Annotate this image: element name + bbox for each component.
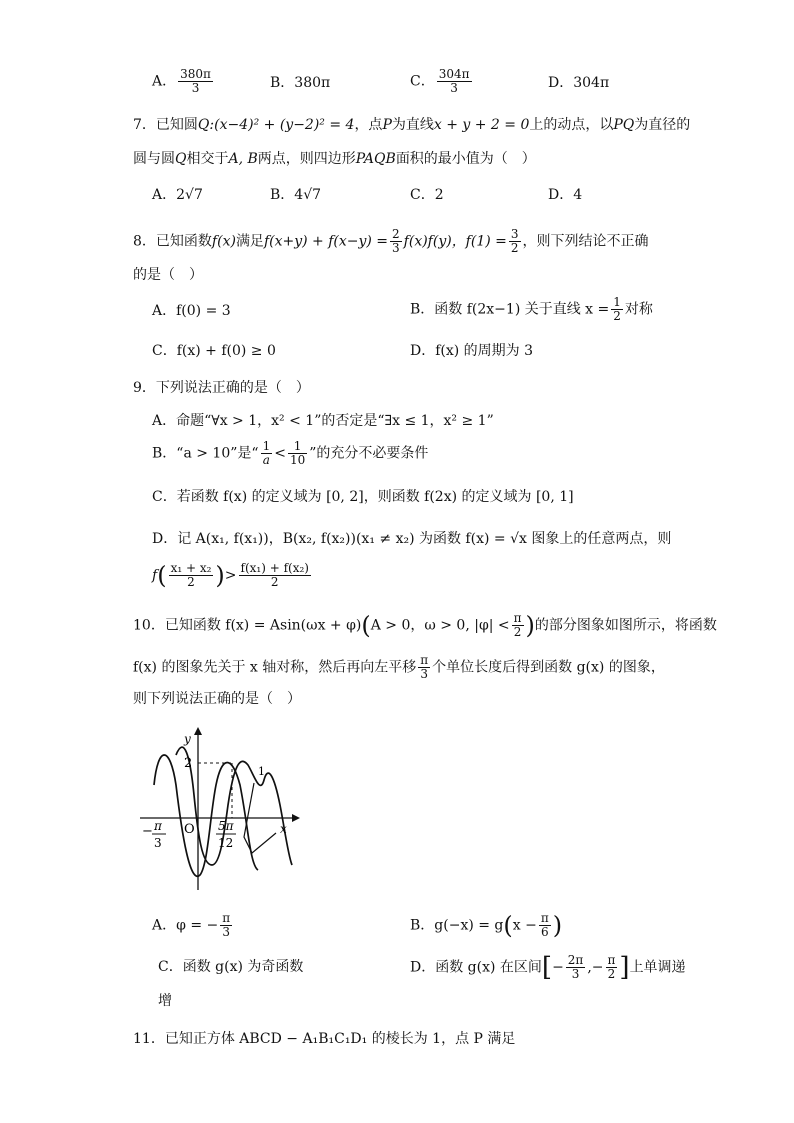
- q7-option-d: D．4: [548, 187, 583, 203]
- q9-fraction-midpoint: [169, 562, 214, 589]
- denominator: 3: [222, 925, 231, 939]
- q8-function: f(x): [211, 233, 236, 250]
- denominator: 3: [420, 667, 429, 681]
- q9-option-b: [152, 440, 428, 467]
- q10-stem-line3: 则下列说法正确的是（ ）: [133, 691, 301, 707]
- numerator: π: [513, 611, 522, 625]
- q6-option-a: [152, 68, 215, 95]
- q7-point-p: P: [382, 117, 392, 133]
- q10-option-d-fraction-1: [566, 954, 586, 981]
- q9-option-d-line1: D．记 A(x₁, f(x₁))，B(x₂, f(x₂))(x₁ ≠ x₂) 为函数 f(x) = √x 图象上的任意两点，则: [152, 531, 672, 547]
- q11-stem: 11．已知正方体 ABCD − A₁B₁C₁D₁ 的棱长为 1，点 P 满足: [133, 1031, 516, 1047]
- q8-text: 满足: [235, 233, 264, 250]
- q8-text: ，则下列结论不正确: [522, 233, 649, 250]
- numerator: 1: [288, 440, 307, 454]
- q10-fraction-pi-over-3: [418, 654, 430, 681]
- q10-text: f(x) 的图象先关于 x 轴对称，然后再向左平移: [133, 659, 417, 676]
- q8-equation-right: f(x)f(y)，f(1) =: [403, 233, 507, 250]
- q10-fraction-pi-over-2: [512, 612, 524, 639]
- q10-option-c: C．函数 g(x) 为奇函数: [158, 959, 304, 975]
- q7-text: 为直径的: [634, 117, 691, 133]
- q9-greater-than: >: [224, 567, 237, 584]
- q8-option-a: A．f(0) = 3: [152, 303, 231, 319]
- numerator: 1: [262, 439, 271, 453]
- q6-option-b-text: 380π: [294, 75, 331, 91]
- q8-fraction-three-halves: [509, 228, 521, 255]
- q8-stem-line2: 的是（ ）: [133, 267, 203, 283]
- q9-option-d-line2: [152, 562, 313, 589]
- q9-fraction-average: [239, 562, 311, 589]
- q10-stem-line2: [133, 654, 665, 681]
- numerator: 2: [392, 227, 400, 241]
- q8-stem-line1: [133, 228, 649, 255]
- q9-f: f: [152, 567, 158, 584]
- left-paren-icon: (: [361, 611, 371, 640]
- q6-option-d: [548, 72, 609, 94]
- q6-option-c: [410, 68, 474, 95]
- q8-option-c: C．f(x) + f(0) ≥ 0: [152, 343, 276, 359]
- q7-option-a: A．2√7: [152, 187, 203, 203]
- q7-text: ，点: [354, 117, 383, 133]
- x-axis-label: x: [280, 822, 287, 836]
- transformed-curve: [176, 747, 292, 865]
- q7-line-equation: x + y + 2 = 0: [433, 117, 530, 133]
- numerator: 3: [510, 227, 519, 241]
- denominator: 2: [187, 575, 195, 589]
- numerator: f(x₁) + f(x₂): [240, 561, 309, 575]
- numerator: π: [607, 953, 616, 967]
- right-bracket-icon: ]: [619, 952, 630, 983]
- denominator: 2: [607, 967, 616, 981]
- denominator: 2: [513, 625, 522, 639]
- q7-option-b: B．4√7: [270, 187, 322, 203]
- denominator: 6: [540, 925, 549, 939]
- denominator: 3: [392, 241, 400, 255]
- comma-minus: ,−: [587, 959, 604, 976]
- q9-option-b-suffix: ”的充分不必要条件: [309, 445, 429, 462]
- q6-option-c-label: C．: [410, 73, 435, 90]
- q10-option-b-fraction: [539, 912, 551, 939]
- q10-option-d-fraction-2: [606, 954, 618, 981]
- denominator: 3: [450, 81, 458, 95]
- denominator: 2: [510, 241, 519, 255]
- numerator: π: [540, 911, 549, 925]
- curve-label: 1: [258, 765, 265, 778]
- q8-option-b-text: B．函数 f(2x−1) 关于直线 x =: [410, 301, 610, 318]
- pos-tick-denominator: 12: [218, 836, 234, 850]
- q7-points-ab: A, B: [228, 151, 258, 167]
- numerator: x₁ + x₂: [170, 561, 212, 575]
- q7-text: 圆与圆: [133, 151, 175, 167]
- q10-option-a-fraction: [220, 912, 232, 939]
- q7-text: 相交于: [186, 151, 229, 167]
- q6-option-d-label: D．: [548, 75, 574, 91]
- neg-tick-denominator: 3: [154, 836, 162, 850]
- q8-text: 8．已知函数: [133, 233, 212, 250]
- denominator: 10: [289, 453, 306, 467]
- q8-fraction-two-thirds: [390, 228, 402, 255]
- q6-option-b-label: B．: [270, 75, 295, 91]
- q7-circle-equation: Q:(x−4)² + (y−2)² = 4: [197, 117, 355, 133]
- q10-option-d: [410, 954, 686, 981]
- q7-stem-line2: [133, 148, 536, 170]
- q10-option-b: [410, 912, 562, 939]
- denominator: 3: [571, 967, 580, 981]
- neg-sign: −: [142, 824, 153, 839]
- numerator: 304π: [438, 67, 470, 81]
- q7-text: 上的动点，以: [529, 117, 614, 133]
- q6-option-a-label: A．: [152, 73, 177, 90]
- q8-option-b-fraction: [611, 296, 623, 323]
- q10-option-b-inner: x −: [512, 917, 537, 934]
- q10-text: 的部分图象如图所示，将函数: [534, 617, 717, 634]
- sine-curve: [154, 755, 258, 876]
- q6-option-b: [270, 72, 330, 94]
- q10-text: 10．已知函数 f(x) = Asin(ωx + φ): [133, 617, 362, 634]
- left-paren-icon: (: [503, 911, 513, 940]
- q10-sine-graph: [140, 725, 300, 893]
- q10-option-d-suffix: 上单调递: [629, 959, 686, 976]
- q7-option-c: C．2: [410, 187, 444, 203]
- max-value-label: 2: [184, 756, 193, 771]
- q7-text: 7．已知圆: [133, 117, 198, 133]
- q9-option-c: C．若函数 f(x) 的定义域为 [0, 2]，则函数 f(2x) 的定义域为 [0, 1]: [152, 489, 574, 505]
- q9-fraction-1-over-a: [261, 440, 273, 467]
- q10-conditions: A > 0，ω > 0, |φ| <: [370, 617, 510, 634]
- pos-tick-numerator: 5π: [218, 819, 234, 833]
- q7-text: 两点，则四边形: [257, 151, 356, 167]
- numerator: π: [222, 911, 231, 925]
- numerator: 2π: [567, 953, 584, 967]
- numerator: 380π: [180, 67, 211, 81]
- q8-option-b-suffix: 对称: [624, 301, 653, 318]
- q9-fraction-1-over-10: [288, 440, 307, 467]
- q8-option-d: D．f(x) 的周期为 3: [410, 343, 534, 359]
- x-axis-arrow-icon: [292, 814, 300, 822]
- q10-option-b-text: B．g(−x) = g: [410, 917, 504, 934]
- q10-option-d-text: D．函数 g(x) 在区间: [410, 959, 542, 976]
- denominator: 2: [613, 309, 621, 323]
- right-paren-icon: ): [525, 611, 535, 640]
- q9-stem: 9．下列说法正确的是（ ）: [133, 380, 310, 396]
- origin-label: O: [184, 822, 195, 837]
- numerator: π: [420, 653, 429, 667]
- q10-option-a: [152, 912, 234, 939]
- q7-text: 面积的最小值为（ ）: [395, 151, 536, 167]
- q7-segment-pq: PQ: [613, 117, 635, 133]
- denominator: 3: [191, 81, 200, 95]
- y-axis-arrow-icon: [194, 727, 202, 735]
- q6-option-d-text: 304π: [573, 75, 610, 91]
- q10-stem-line1: [133, 612, 717, 639]
- right-paren-icon: ): [552, 911, 563, 940]
- numerator: 1: [613, 295, 621, 309]
- q7-stem-line1: [133, 114, 690, 136]
- q10-option-d-line2: 增: [158, 993, 172, 1009]
- q9-less-than: <: [274, 445, 286, 462]
- q8-equation-left: f(x+y) + f(x−y) =: [263, 233, 389, 250]
- left-paren-icon: (: [157, 561, 167, 590]
- denominator: 2: [270, 575, 279, 589]
- left-bracket-icon: [: [541, 952, 553, 983]
- minus-sign: −: [552, 959, 564, 976]
- q6-option-c-fraction: [437, 68, 472, 95]
- q9-option-b-text: B．“a > 10”是“: [152, 445, 259, 462]
- neg-tick-numerator: π: [154, 819, 162, 833]
- q7-text: 为直线: [391, 117, 434, 133]
- right-paren-icon: ): [215, 561, 225, 590]
- q7-quadrilateral: PAQB: [355, 151, 396, 167]
- denominator: a: [262, 453, 270, 467]
- q10-option-a-text: A．φ = −: [152, 917, 219, 934]
- q8-option-b: [410, 296, 653, 323]
- q7-circle-q: Q: [175, 151, 187, 167]
- q6-option-a-fraction: [178, 68, 213, 95]
- q9-option-a: A．命题“∀x > 1，x² < 1”的否定是“∃x ≤ 1，x² ≥ 1”: [152, 413, 494, 429]
- y-axis-label: y: [184, 732, 191, 746]
- q10-text: 个单位长度后得到函数 g(x) 的图象，: [432, 659, 665, 676]
